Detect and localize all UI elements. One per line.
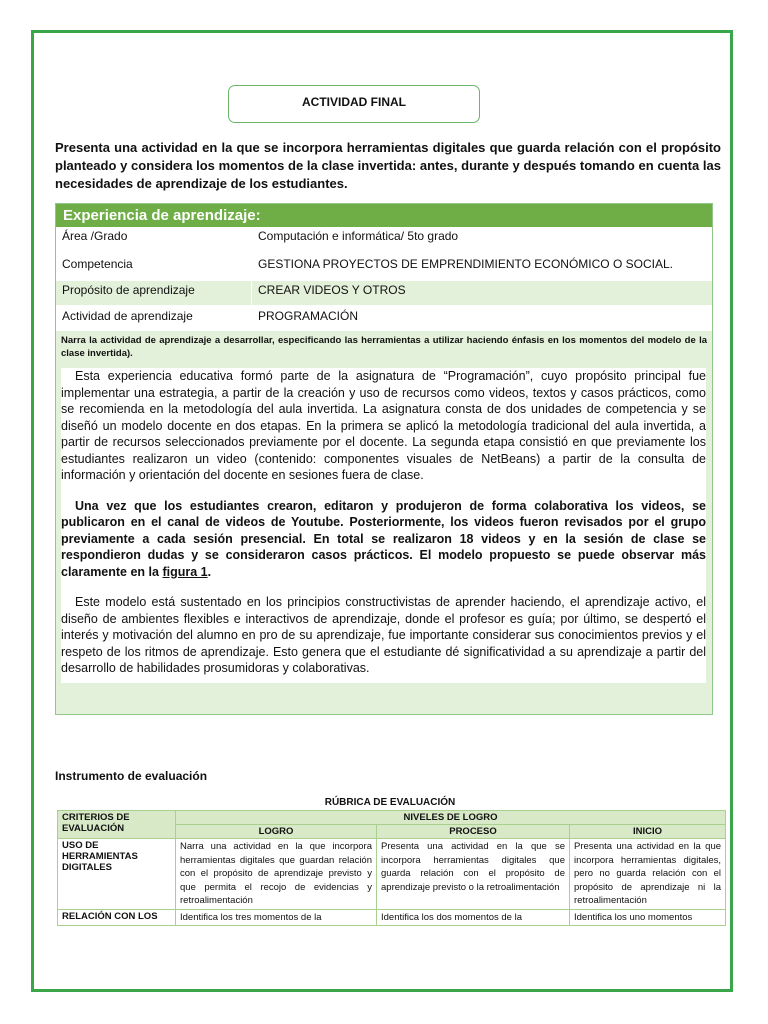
value-proposito: CREAR VIDEOS Y OTROS	[258, 283, 406, 297]
activity-title: ACTIVIDAD FINAL	[302, 95, 406, 109]
descriptor-cell: Narra una actividad en la que incorpora herramientas digitales que guardan relación con el propósito de aprendizaje previsto y que permita el recojo de evidencias y retroalimentación	[176, 839, 377, 910]
descriptor-cell: Presenta una actividad en la que se incorpora herramientas digitales que guarda relación con el propósito de aprendizaje previsto o la retroalimentación	[377, 839, 570, 910]
narrative-paragraph-2	[61, 498, 706, 581]
table-row	[58, 909, 726, 926]
level-proceso: PROCESO	[377, 825, 570, 839]
narrative-paragraph-1: Esta experiencia educativa formó parte de la asignatura de “Programación”, cuyo propósito principal fue implementar una estrategia, a partir de la creación y uso de recursos como videos, textos y casos prácticos, como se recomienda en la metodología del aula invertida. La asignatura consta de dos unidades de competencia y se diseñó un modelo docente en dos etapas. En la primera se aplicó la metodología tradicional del aula invertida, a partir de recursos seleccionados previamente por el docente. La segunda etapa consistió en que previamente los estudiantes realizaron un video (contenido: componentes visuales de NetBeans) a partir de la consulta de información y orientación del docente en sesiones fuera de clase.	[61, 369, 706, 482]
intro-paragraph: Presenta una actividad en la que se incorpora herramientas digitales que guarda relación con el propósito planteado y considera los momentos de la clase invertida: antes, durante y después tomando en cuenta las necesidades de aprendizaje de los estudiantes.	[55, 140, 721, 191]
level-logro: LOGRO	[176, 825, 377, 839]
instrument-label: Instrumento de evaluación	[55, 769, 208, 783]
label-competencia: Competencia	[56, 254, 252, 280]
label-area-grado: Área /Grado	[56, 227, 252, 253]
row-actividad	[56, 306, 712, 331]
criteria-header: CRITERIOS DE EVALUACIÓN	[58, 811, 176, 839]
value-competencia: GESTIONA PROYECTOS DE EMPRENDIMIENTO ECONÓMICO O SOCIAL.	[258, 257, 673, 271]
table-row	[58, 839, 726, 910]
value-actividad: PROGRAMACIÓN	[258, 309, 359, 323]
narrative-box	[61, 368, 706, 683]
label-proposito: Propósito de aprendizaje	[56, 281, 252, 305]
rubric-title: RÚBRICA DE EVALUACIÓN	[324, 797, 456, 808]
descriptor-cell: Identifica los dos momentos de la	[377, 909, 570, 926]
descriptor-cell: Presenta una actividad en la que incorpora herramientas digitales, pero no guarda relación con el propósito de aprendizaje ni la retroalimentación	[570, 839, 726, 910]
narrative-paragraph-2-text: Una vez que los estudiantes crearon, editaron y produjeron de forma colaborativa los videos, se publicaron en el canal de videos de Youtube. Posteriormente, los videos fueron revisados por el grupo previamente a cada sesión presencial. En total se realizaron 18 videos y en la sesión de clase se respondieron dudas y se consideraron casos prácticos. El modelo propuesto se puede observar más claramente en la	[61, 498, 706, 579]
figure-link[interactable]: figura 1	[162, 564, 208, 579]
level-inicio: INICIO	[570, 825, 726, 839]
criterion-cell: USO DE HERRAMIENTAS DIGITALES	[58, 839, 176, 910]
paragraph-2-end: .	[207, 564, 212, 579]
rubric-table	[57, 810, 726, 926]
learning-experience-table	[55, 203, 713, 715]
row-area-grado	[56, 227, 712, 254]
label-actividad: Actividad de aprendizaje	[56, 306, 252, 330]
row-competencia	[56, 254, 712, 281]
value-area-grado: Computación e informática/ 5to grado	[258, 229, 459, 243]
narration-instructions: Narra la actividad de aprendizaje a desarrollar, especificando las herramientas a utilizar haciendo énfasis en los momentos del modelo de la clase invertida).	[61, 335, 707, 359]
row-proposito	[56, 281, 712, 306]
narrative-paragraph-3: Este modelo está sustentado en los principios constructivistas de aprender haciendo, el aprendizaje activo, el diseño de ambientes flexibles e interactivos de aprendizaje, donde el profesor es guía; por último, se despertó el interés y motivación del alumno en pro de su aprendizaje, fue importante considerar sus conocimientos previos y el respeto de los ritmos de aprendizaje. Esto genera que el estudiante dé significatividad a su aprendizaje a partir del desarrollo de habilidades prosumidoras y colaborativas.	[61, 595, 706, 675]
rubric-header-row	[58, 811, 726, 825]
levels-header: NIVELES DE LOGRO	[176, 811, 726, 825]
activity-title-box	[228, 85, 480, 123]
experience-header: Experiencia de aprendizaje:	[56, 204, 712, 227]
descriptor-cell: Identifica los tres momentos de la	[176, 909, 377, 926]
criterion-cell: RELACIÓN CON LOS	[58, 909, 176, 926]
descriptor-cell: Identifica los uno momentos	[570, 909, 726, 926]
